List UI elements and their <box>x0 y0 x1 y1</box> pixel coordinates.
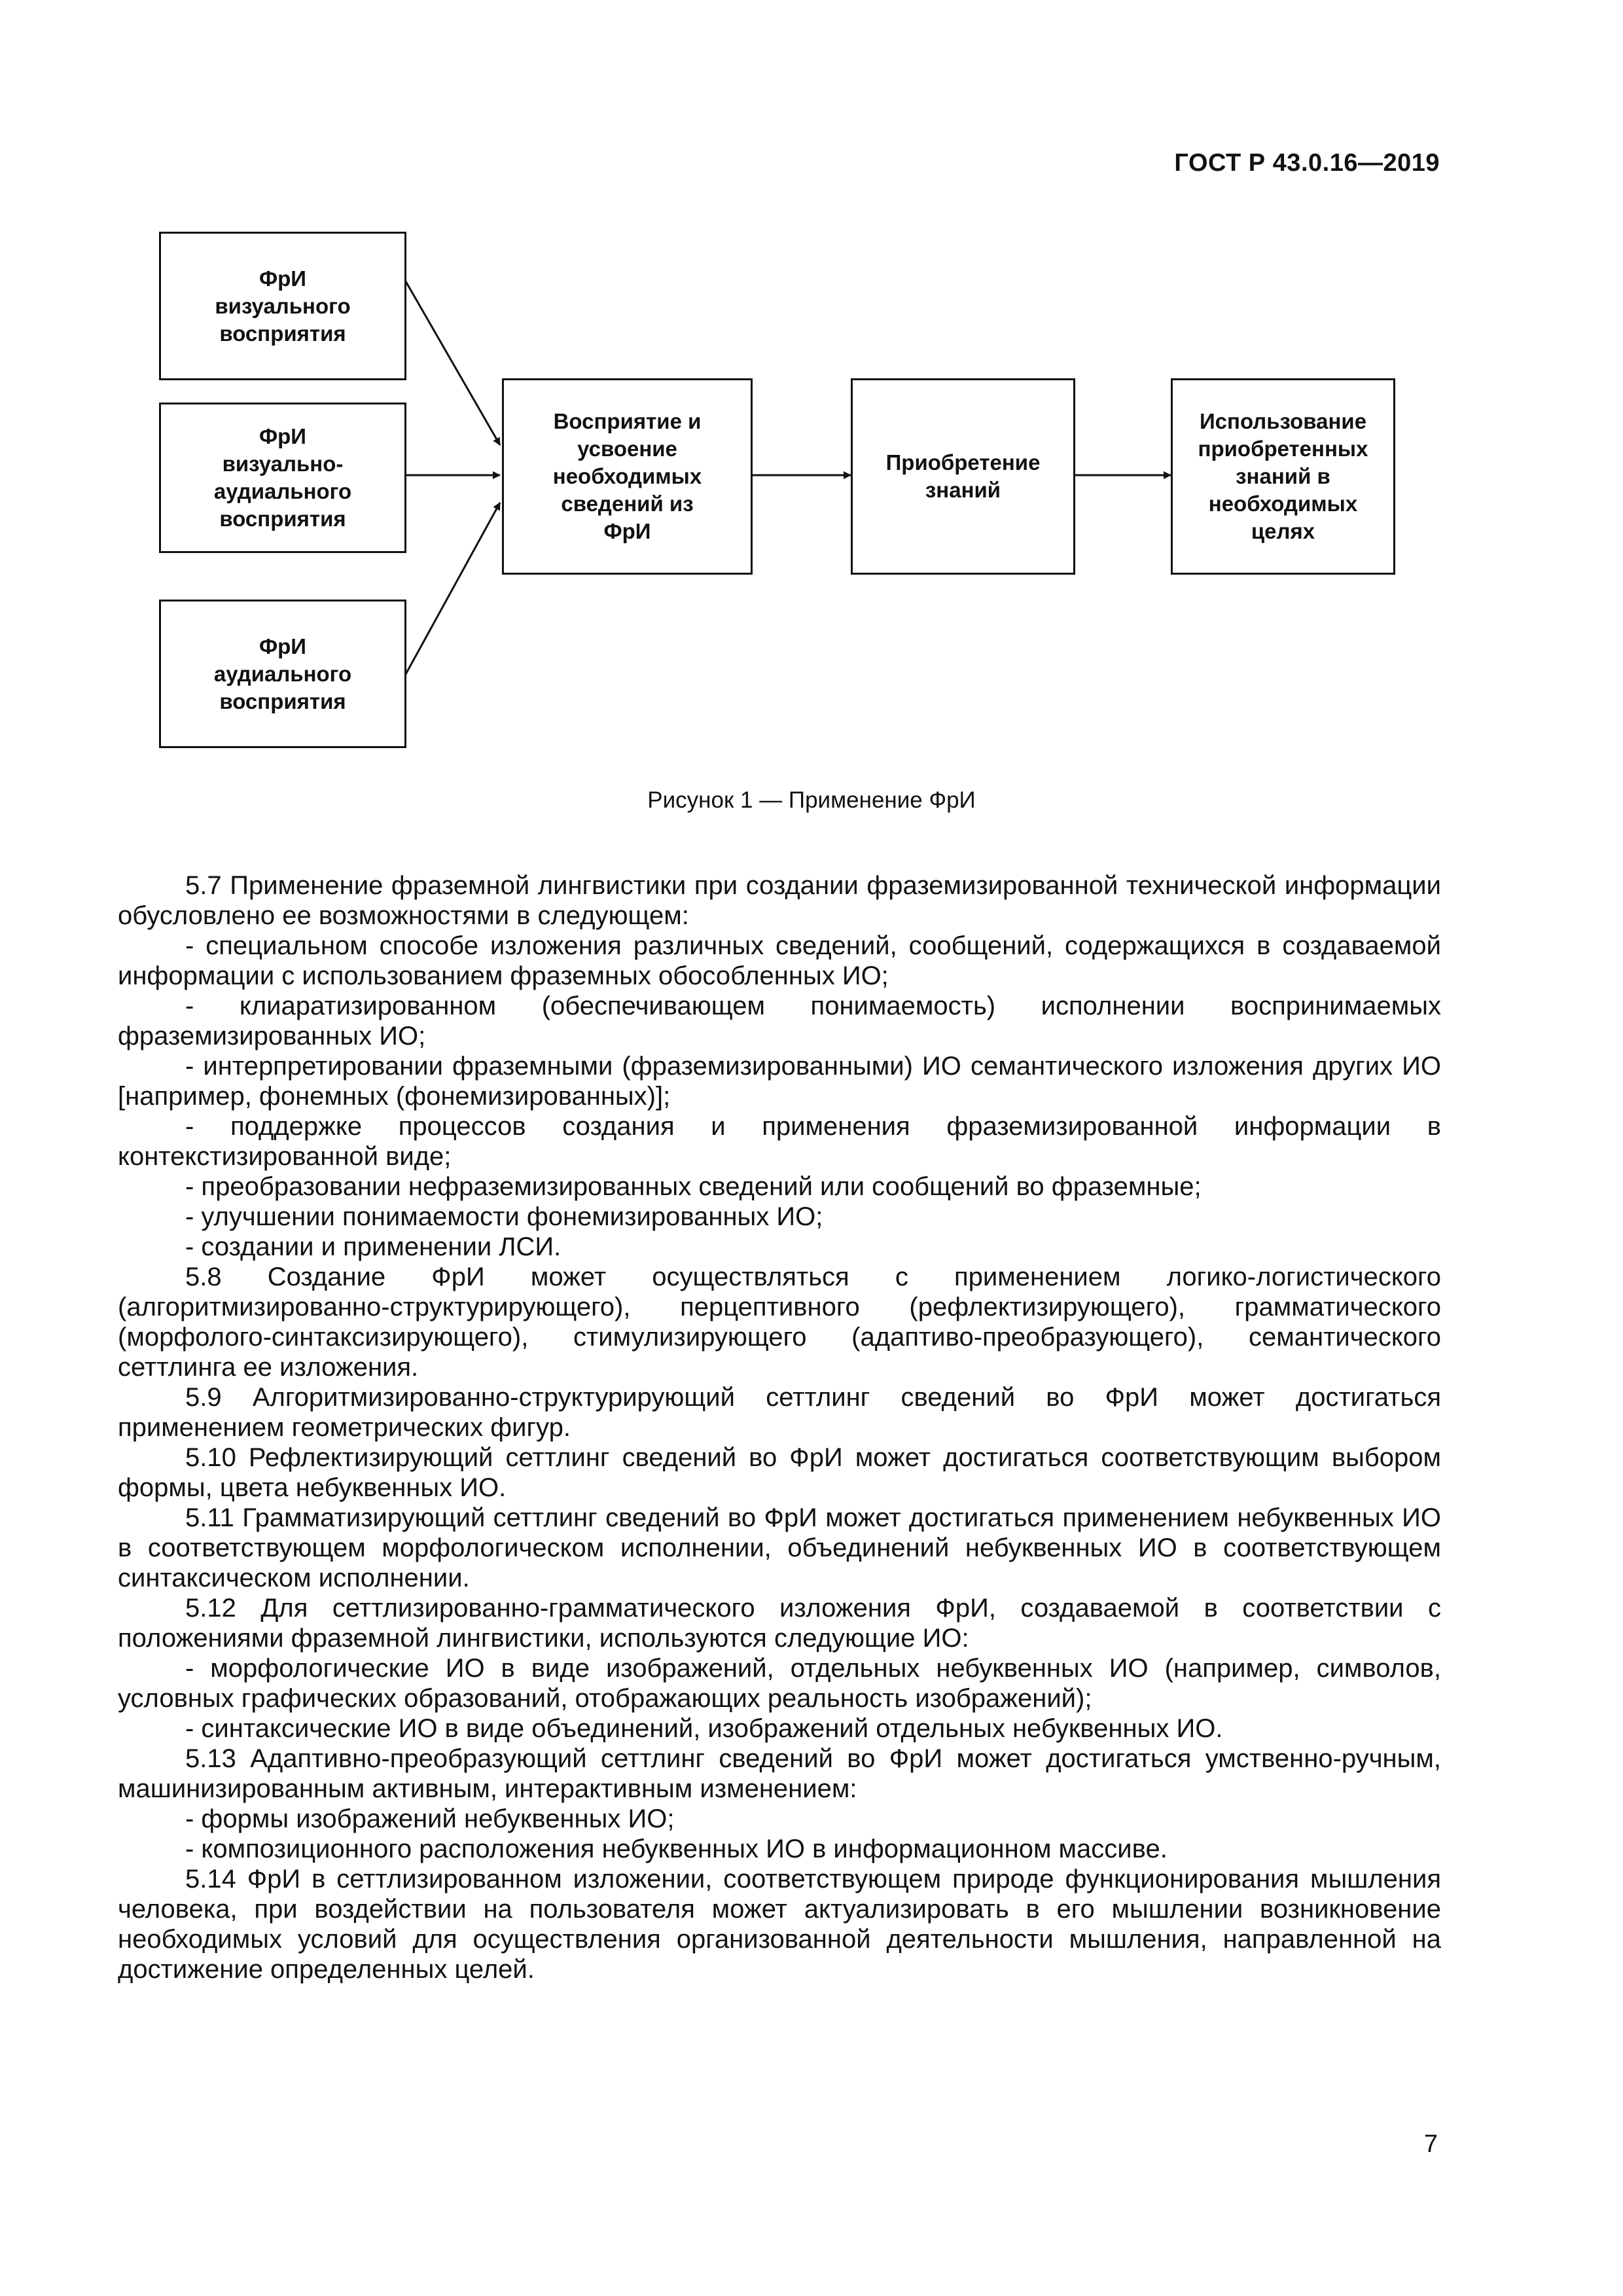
list-item: - композиционного расположения небуквенных ИО в информационном массиве. <box>185 1835 1168 1863</box>
body-text <box>118 870 1441 1984</box>
box-knowledge-acquisition <box>851 378 1075 575</box>
box-perception-assimilation-label: Восприятие и усвоение необходимых сведений из ФрИ <box>552 409 702 543</box>
paragraph: 5.9 Алгоритмизированно-структурирующий сеттлинг сведений во ФрИ может достигаться применением геометрических фигур. <box>118 1383 1441 1442</box>
paragraph: 5.12 Для сеттлизированно-грамматического изложения ФрИ, создаваемой в соответствии с положениями фраземной лингвистики, используются следующие ИО: <box>118 1594 1441 1653</box>
list-item: - специальном способе изложения различных сведений, сообщений, содержащихся в создаваемой информации с использованием фраземных обособленных ИО; <box>118 931 1441 990</box>
page-number: 7 <box>1423 2130 1438 2158</box>
box-knowledge-usage <box>1171 378 1395 575</box>
paragraph: 5.10 Рефлектизирующий сеттлинг сведений во ФрИ может достигаться соответствующим выбором формы, цвета небуквенных ИО. <box>118 1443 1441 1502</box>
box-knowledge-acquisition-label: Приобретение знаний <box>885 450 1041 502</box>
list-item: - формы изображений небуквенных ИО; <box>185 1804 675 1833</box>
box-knowledge-usage-label: Использование приобретенных знаний в необходимых целях <box>1198 409 1368 543</box>
box-visual-perception-label: ФрИ визуального восприятия <box>215 266 351 346</box>
list-item: - преобразовании нефраземизированных сведений или сообщений во фраземные; <box>185 1172 1202 1201</box>
flow-diagram <box>0 0 1623 772</box>
box-perception-assimilation <box>502 378 753 575</box>
paragraph: 5.14 ФрИ в сеттлизированном изложении, соответствующем природе функционирования мышления человека, при воздействии на пользователя может актуализировать в его мышлении возникновение необходимых условий для осуществления организованной деятельности мышления, направленной на достижение определенных целей. <box>118 1865 1441 1984</box>
figure-caption: Рисунок 1 — Применение ФрИ <box>647 787 976 813</box>
arrow-visual-to-perception <box>406 281 500 445</box>
list-item: - клиаратизированном (обеспечивающем понимаемость) исполнении воспринимаемых фраземизированных ИО; <box>118 992 1441 1050</box>
list-item: - улучшении понимаемости фонемизированных ИО; <box>185 1202 823 1231</box>
list-item: - морфологические ИО в виде изображений, отдельных небуквенных ИО (например, символов, условных графических образований, отображающих реальность изображений); <box>118 1654 1441 1713</box>
list-item: - поддержке процессов создания и применения фраземизированной информации в контекстизированной виде; <box>118 1112 1441 1171</box>
box-audiovisual-perception <box>159 403 406 553</box>
list-item: - создании и применении ЛСИ. <box>185 1232 562 1261</box>
box-audial-perception-label: ФрИ аудиального восприятия <box>213 634 352 713</box>
paragraph: 5.7 Применение фраземной лингвистики при создании фраземизированной технической информации обусловлено ее возможностями в следующем: <box>118 871 1441 930</box>
list-item: - синтаксические ИО в виде объединений, изображений отдельных небуквенных ИО. <box>185 1714 1223 1743</box>
box-audiovisual-perception-label: ФрИ визуально- аудиального восприятия <box>213 424 352 531</box>
list-item: - интерпретировании фраземными (фраземизированными) ИО семантического изложения других ИО [например, фонемных (фонемизированных)]; <box>118 1052 1441 1111</box>
arrow-audial-to-perception <box>406 503 500 674</box>
paragraph: 5.8 Создание ФрИ может осуществляться с применением логико-логистического (алгоритмизированно-структурирующего), перцептивного (рефлектизирующего), грамматического (морфолого-синтаксизирующего), стимулизирующего (адаптиво-преобразующего), семантического сеттлинга ее изложения. <box>118 1263 1441 1382</box>
box-visual-perception <box>159 232 406 380</box>
document-code: ГОСТ Р 43.0.16—2019 <box>1174 149 1440 177</box>
paragraph: 5.13 Адаптивно-преобразующий сеттлинг сведений во ФрИ может достигаться умственно-ручным, машинизированным активным, интерактивным изменением: <box>118 1744 1441 1803</box>
paragraph: 5.11 Грамматизирующий сеттлинг сведений во ФрИ может достигаться применением небуквенных ИО в соответствующем морфологическом исполнении, объединений небуквенных ИО в соответствующем синтаксическом исполнении. <box>118 1503 1441 1592</box>
box-audial-perception <box>159 600 406 748</box>
